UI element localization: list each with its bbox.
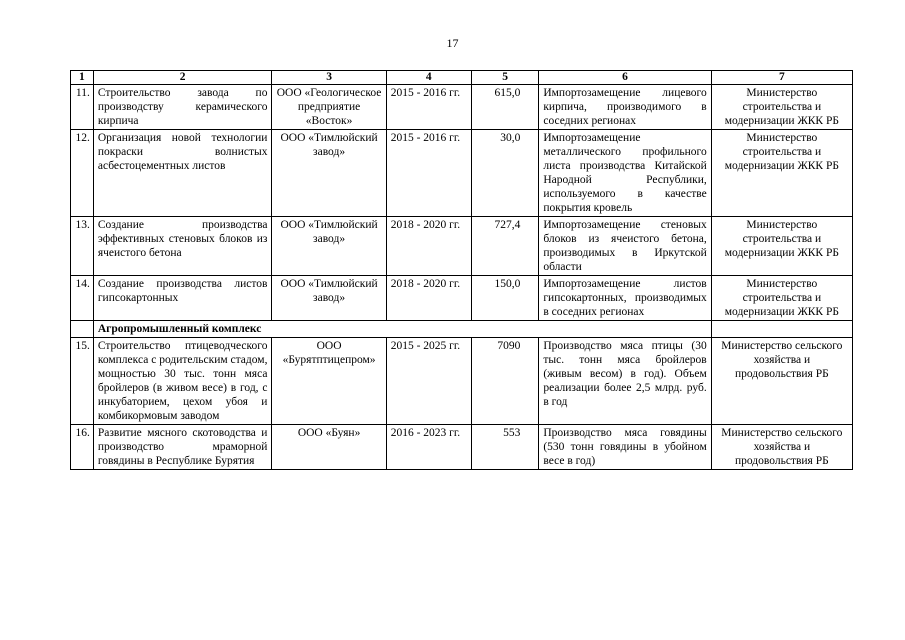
row-number: 13. xyxy=(71,217,94,276)
column-header-2: 2 xyxy=(93,71,272,85)
project-name: Организация новой технологии покраски волнистых асбестоцементных листов xyxy=(93,130,272,217)
responsible-ministry: Министерство строительства и модернизации ЖКК РБ xyxy=(711,85,852,130)
section-empty-cell xyxy=(711,321,852,338)
amount: 615,0 xyxy=(471,85,539,130)
expected-result: Импортозамещение лицевого кирпича, производимого в соседних регионах xyxy=(539,85,711,130)
row-number: 15. xyxy=(71,338,94,425)
period: 2015 - 2016 гг. xyxy=(386,130,471,217)
column-header-7: 7 xyxy=(711,71,852,85)
projects-table xyxy=(70,70,853,470)
row-number: 16. xyxy=(71,425,94,470)
column-header-6: 6 xyxy=(539,71,711,85)
table-header-row xyxy=(71,71,853,85)
company-name: ООО «Буян» xyxy=(272,425,386,470)
column-header-1: 1 xyxy=(71,71,94,85)
table-row xyxy=(71,425,853,470)
column-header-4: 4 xyxy=(386,71,471,85)
company-name: ООО «Тимлюйский завод» xyxy=(272,217,386,276)
period: 2015 - 2016 гг. xyxy=(386,85,471,130)
period: 2018 - 2020 гг. xyxy=(386,276,471,321)
responsible-ministry: Министерство строительства и модернизации ЖКК РБ xyxy=(711,130,852,217)
company-name: ООО «Геологическое предприятие «Восток» xyxy=(272,85,386,130)
responsible-ministry: Министерство сельского хозяйства и продовольствия РБ xyxy=(711,425,852,470)
table-row xyxy=(71,217,853,276)
project-name: Строительство птицеводческого комплекса с родительским стадом, мощностью 30 тыс. тонн мяса бройлеров (в живом весе) в год, с инкубаторием, цехом убоя и комбикормовым заводом xyxy=(93,338,272,425)
company-name: ООО «Тимлюйский завод» xyxy=(272,276,386,321)
table-row xyxy=(71,276,853,321)
table-row xyxy=(71,338,853,425)
amount: 150,0 xyxy=(471,276,539,321)
amount: 7090 xyxy=(471,338,539,425)
period: 2016 - 2023 гг. xyxy=(386,425,471,470)
expected-result: Импортозамещение листов гипсокартонных, производимых в соседних регионах xyxy=(539,276,711,321)
expected-result: Импортозамещение металлического профильного листа производства Китайской Народной Республики, используемого в качестве покрытия кровель xyxy=(539,130,711,217)
row-number: 14. xyxy=(71,276,94,321)
period: 2018 - 2020 гг. xyxy=(386,217,471,276)
expected-result: Импортозамещение стеновых блоков из ячеистого бетона, производимых в Иркутской области xyxy=(539,217,711,276)
row-number: 12. xyxy=(71,130,94,217)
project-name: Строительство завода по производству керамического кирпича xyxy=(93,85,272,130)
amount: 727,4 xyxy=(471,217,539,276)
responsible-ministry: Министерство сельского хозяйства и продовольствия РБ xyxy=(711,338,852,425)
company-name: ООО «Бурятптицепром» xyxy=(272,338,386,425)
responsible-ministry: Министерство строительства и модернизации ЖКК РБ xyxy=(711,217,852,276)
table-row xyxy=(71,85,853,130)
table-row xyxy=(71,130,853,217)
period: 2015 - 2025 гг. xyxy=(386,338,471,425)
expected-result: Производство мяса говядины (530 тонн говядины в убойном весе в год) xyxy=(539,425,711,470)
section-number-cell xyxy=(71,321,94,338)
project-name: Создание производства листов гипсокартонных xyxy=(93,276,272,321)
column-header-3: 3 xyxy=(272,71,386,85)
amount: 30,0 xyxy=(471,130,539,217)
amount: 553 xyxy=(471,425,539,470)
column-header-5: 5 xyxy=(471,71,539,85)
expected-result: Производство мяса птицы (30 тыс. тонн мяса бройлеров (живым весом) в год). Объем реализации более 2,5 млрд. руб. в год xyxy=(539,338,711,425)
company-name: ООО «Тимлюйский завод» xyxy=(272,130,386,217)
project-name: Создание производства эффективных стеновых блоков из ячеистого бетона xyxy=(93,217,272,276)
page-number: 17 xyxy=(446,36,459,50)
section-title: Агропромышленный комплекс xyxy=(93,321,711,338)
project-name: Развитие мясного скотоводства и производство мраморной говядины в Республике Бурятия xyxy=(93,425,272,470)
responsible-ministry: Министерство строительства и модернизации ЖКК РБ xyxy=(711,276,852,321)
row-number: 11. xyxy=(71,85,94,130)
section-row xyxy=(71,321,853,338)
